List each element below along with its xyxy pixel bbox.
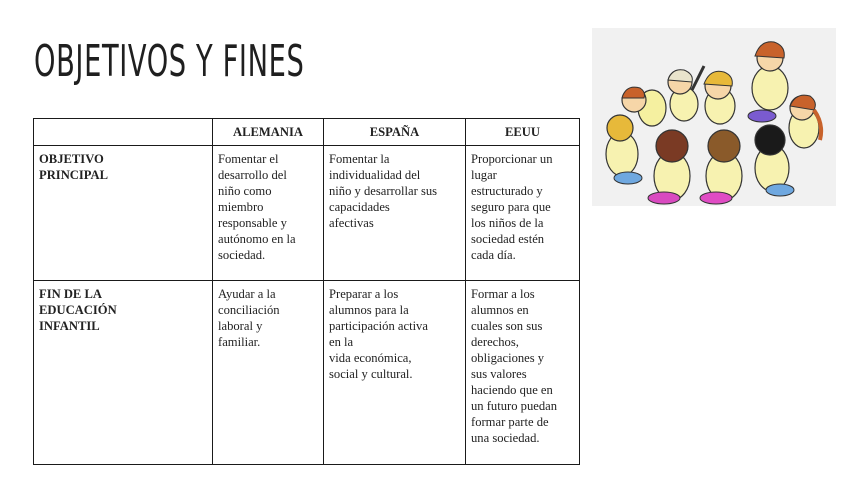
table-cell	[324, 281, 466, 465]
child-figure	[748, 42, 788, 122]
child-figure	[789, 95, 821, 148]
row-label-objetivo	[34, 146, 213, 281]
child-figure	[606, 115, 642, 184]
row-label-text: OBJETIVO PRINCIPAL	[39, 152, 109, 182]
cell-text: Fomentar el desarrollo del niño como miembro responsable y autónomo en la sociedad.	[218, 152, 296, 262]
table-header-row	[34, 119, 580, 146]
header-empty	[34, 119, 213, 146]
cell-text: Preparar a los alumnos para la participación activa en la vida económica, social y cultural.	[329, 287, 428, 381]
table-row	[34, 281, 580, 465]
table-cell	[213, 146, 324, 281]
header-espana: ESPAÑA	[324, 119, 466, 146]
comparison-table	[33, 118, 580, 465]
header-eeuu: EEUU	[466, 119, 580, 146]
cell-text: Fomentar la individualidad del niño y desarrollar sus capacidades afectivas	[329, 152, 438, 230]
header-alemania: ALEMANIA	[213, 119, 324, 146]
child-figure	[700, 130, 742, 204]
child-figure	[704, 71, 735, 124]
row-label-text: FIN DE LA EDUCACIÓN INFANTIL	[39, 287, 117, 333]
child-figure	[668, 66, 704, 121]
children-circle-illustration	[592, 28, 836, 206]
table-row	[34, 146, 580, 281]
row-label-fin	[34, 281, 213, 465]
table-cell	[466, 281, 580, 465]
child-figure	[755, 125, 794, 196]
cell-text: Ayudar a la conciliación laboral y familiar.	[218, 287, 280, 349]
page-title: OBJETIVOS Y FINES	[34, 36, 305, 87]
cell-text: Proporcionar un lugar estructurado y seguro para que los niños de la sociedad estén cada día.	[471, 152, 553, 262]
table-cell	[213, 281, 324, 465]
child-figure	[648, 130, 690, 204]
table-cell	[324, 146, 466, 281]
cell-text: Formar a los alumnos en cuales son sus derechos, obligaciones y sus valores haciendo que en un futuro puedan formar parte de una sociedad.	[471, 287, 558, 445]
table-cell	[466, 146, 580, 281]
children-circle-image	[592, 28, 836, 206]
